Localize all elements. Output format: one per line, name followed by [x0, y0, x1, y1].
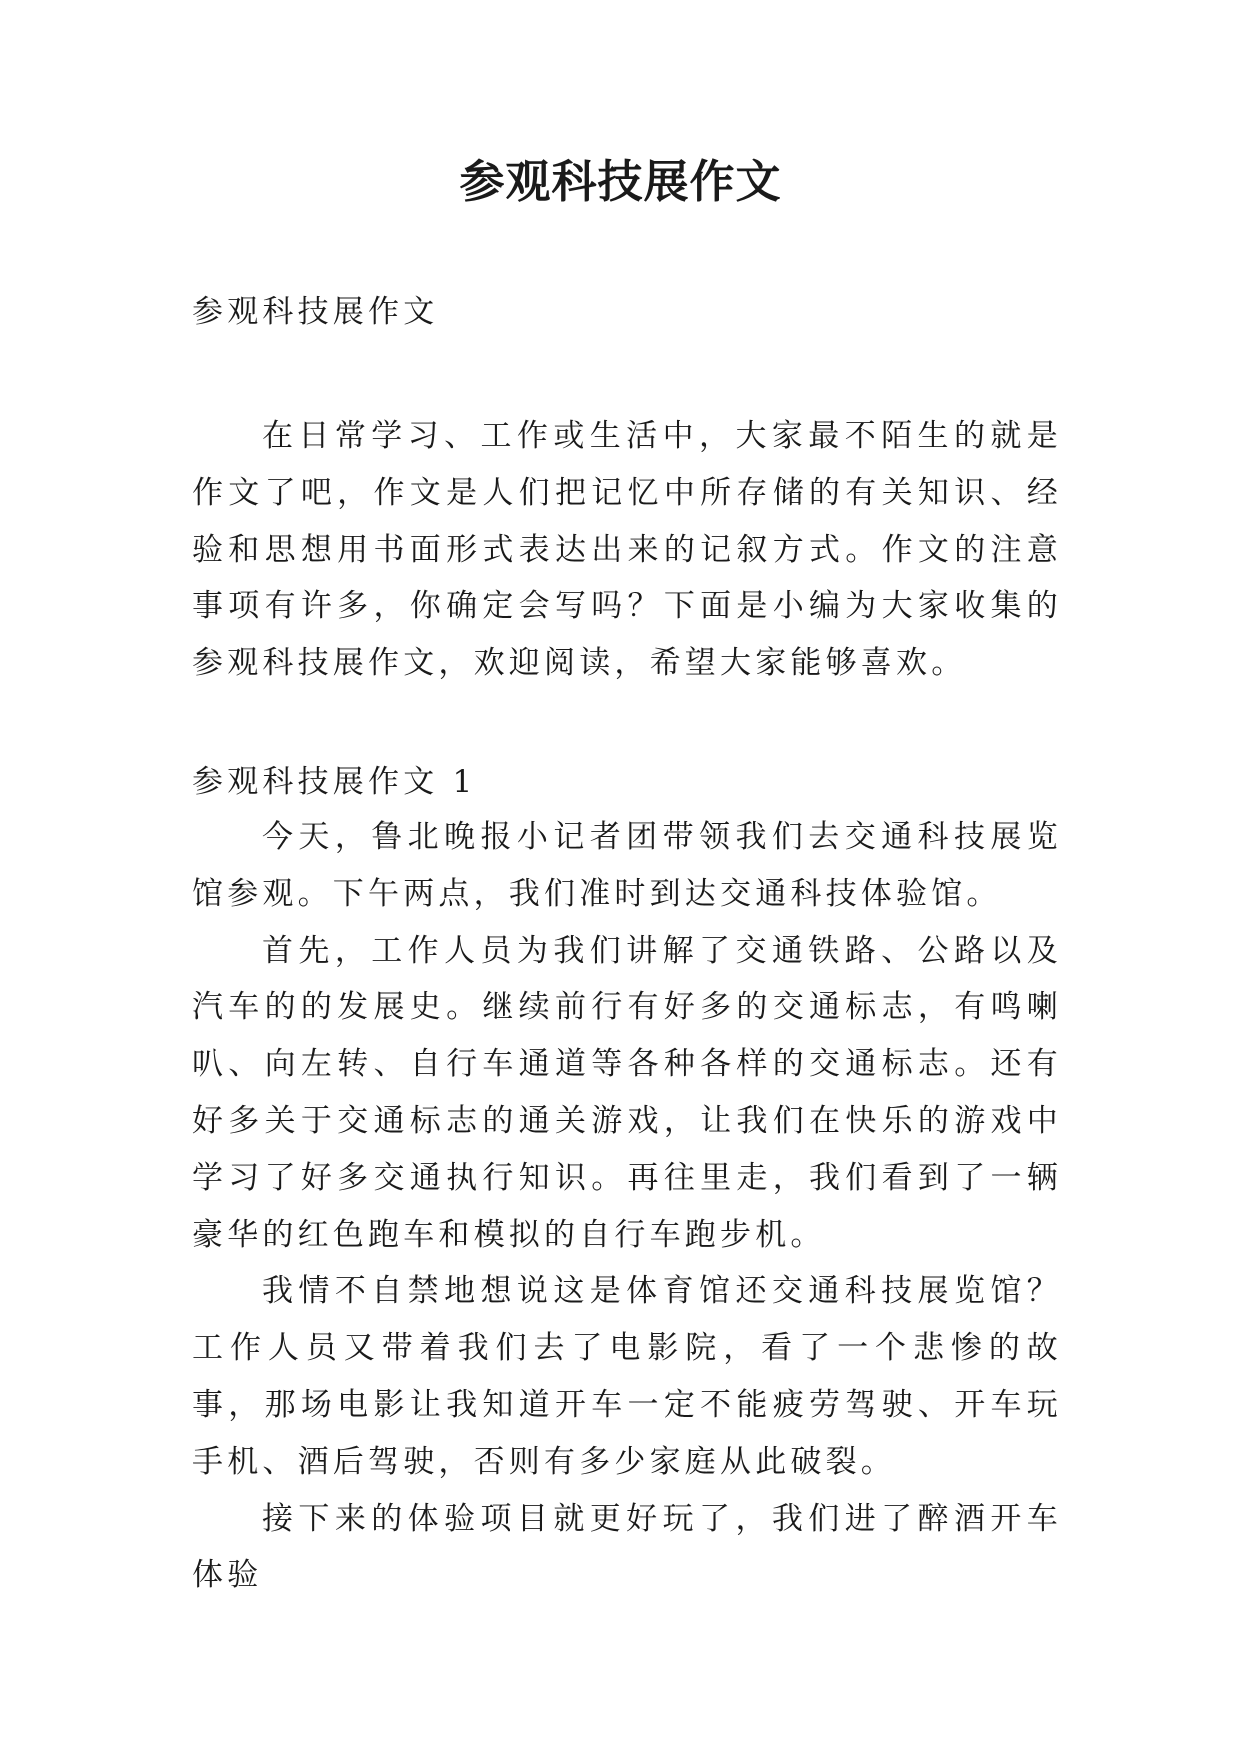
essay-paragraph: 今天，鲁北晚报小记者团带领我们去交通科技展览馆参观。下午两点，我们准时到达交通科技体验馆。 [192, 819, 1062, 912]
essay-paragraph: 接下来的体验项目就更好玩了，我们进了醉酒开车体验 [192, 1500, 1062, 1594]
essay-body [192, 809, 1062, 1604]
document-subtitle: 参观科技展作文 [192, 294, 439, 330]
section-heading: 参观科技展作文 1 [192, 764, 477, 800]
essay-paragraph: 我情不自禁地想说这是体育馆还交通科技展览馆？工作人员又带着我们去了电影院，看了一个悲惨的故事，那场电影让我知道开车一定不能疲劳驾驶、开车玩手机、酒后驾驶，否则有多少家庭从此破裂。 [192, 1273, 1062, 1480]
intro-paragraph: 在日常学习、工作或生活中，大家最不陌生的就是作文了吧，作文是人们把记忆中所存储的有关知识、经验和思想用书面形式表达出来的记叙方式。作文的注意事项有许多，你确定会写吗？下面是小编为大家收集的参观科技展作文，欢迎阅读，希望大家能够喜欢。 [192, 418, 1062, 682]
essay-paragraph: 首先，工作人员为我们讲解了交通铁路、公路以及汽车的的发展史。继续前行有好多的交通标志，有鸣喇叭、向左转、自行车通道等各种各样的交通标志。还有好多关于交通标志的通关游戏，让我们在快乐的游戏中学习了好多交通执行知识。再往里走，我们看到了一辆豪华的红色跑车和模拟的自行车跑步机。 [192, 932, 1062, 1253]
document-title: 参观科技展作文 [459, 155, 782, 208]
